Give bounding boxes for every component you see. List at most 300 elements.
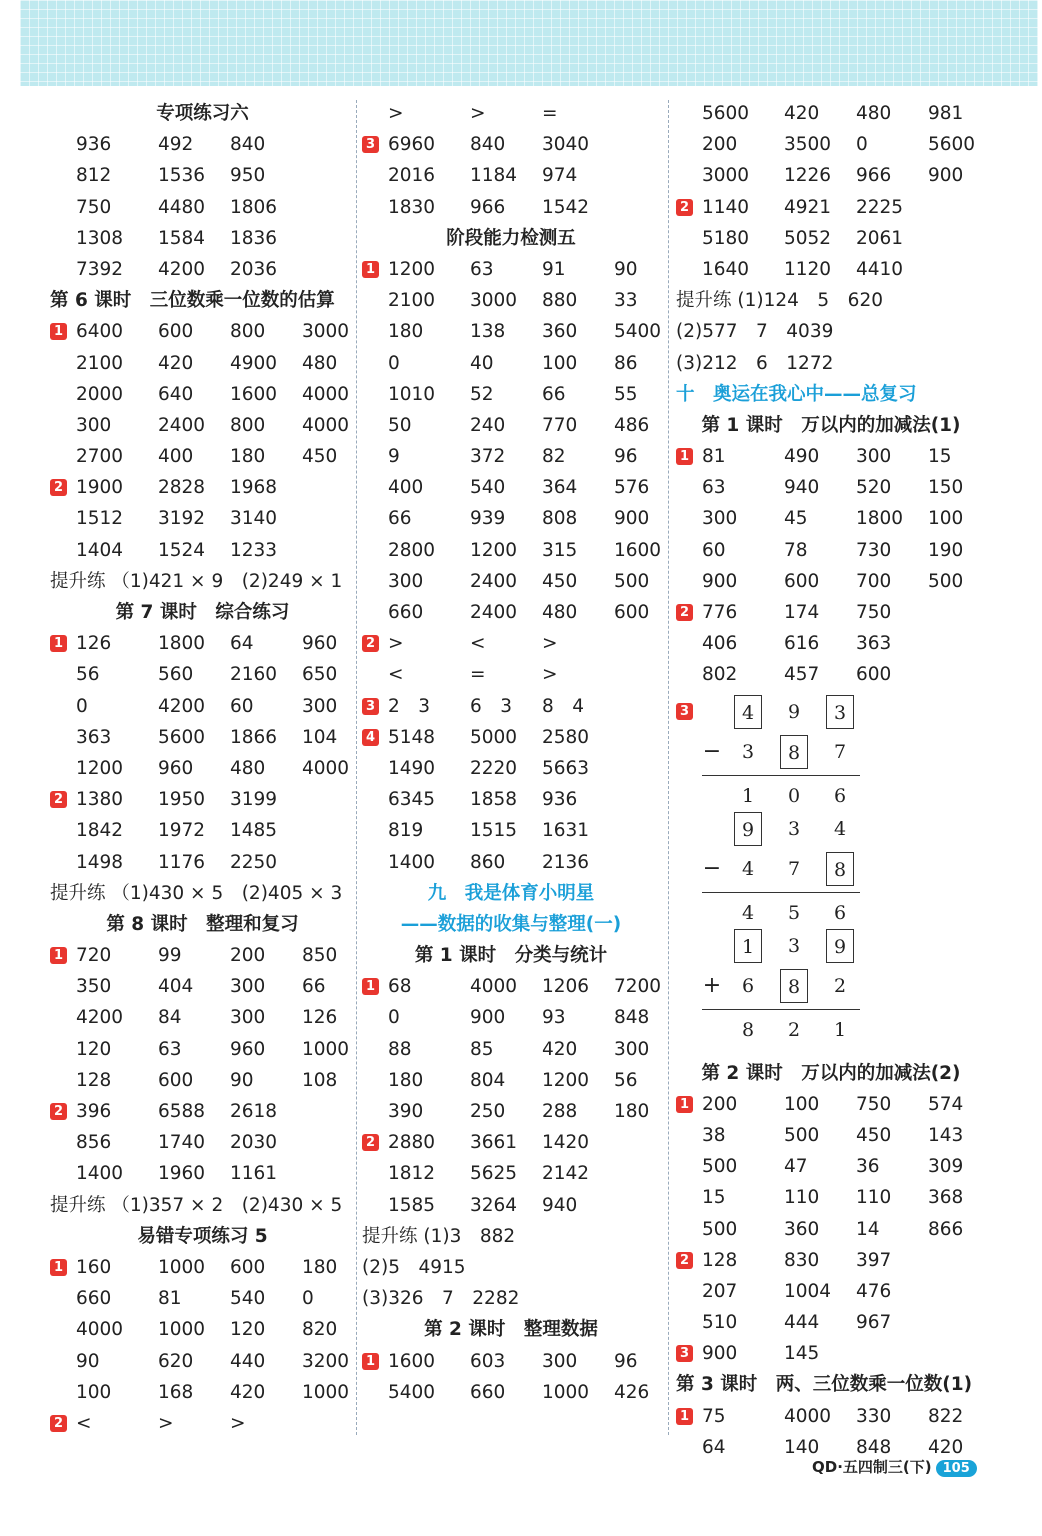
question-number-badge: 3 xyxy=(362,698,379,715)
answer-row xyxy=(362,316,660,347)
answer-value: 981 xyxy=(928,103,964,124)
answer-value: 60 xyxy=(230,695,254,717)
answer-row xyxy=(362,784,660,815)
answer-value: 400 xyxy=(158,446,194,468)
answer-row xyxy=(676,1307,986,1338)
answer-value: 60 xyxy=(702,539,726,561)
answer-value: 866 xyxy=(928,1218,964,1240)
answer-value: 1542 xyxy=(542,196,590,218)
answer-value: 4200 xyxy=(76,1007,124,1029)
answer-value: 2880 xyxy=(388,1132,436,1154)
answer-value: 420 xyxy=(542,1038,578,1060)
answer-value: 750 xyxy=(856,1093,892,1115)
answer-value: 480 xyxy=(230,757,266,779)
answer-value: 91 xyxy=(542,258,566,280)
answer-value: 63 xyxy=(702,477,726,499)
answer-row xyxy=(50,1158,355,1189)
answer-value: 404 xyxy=(158,976,194,998)
answer-value: 3200 xyxy=(302,1350,350,1372)
answer-value: 820 xyxy=(302,1319,338,1341)
answer-line: (2)5 4915 xyxy=(362,1256,466,1278)
answer-row xyxy=(362,410,660,441)
answer-row xyxy=(676,441,986,472)
answer-row xyxy=(362,1377,660,1408)
answer-value: 81 xyxy=(702,446,726,468)
answer-value: 939 xyxy=(470,508,506,530)
answer-value: 1161 xyxy=(230,1163,278,1185)
answer-row xyxy=(362,722,660,753)
answer-value: > xyxy=(388,103,404,124)
answer-row xyxy=(50,971,355,1002)
answer-value: 804 xyxy=(470,1069,506,1091)
answer-value: 140 xyxy=(784,1436,820,1458)
result-digit: 2 xyxy=(787,1018,801,1041)
answer-value: 1485 xyxy=(230,820,278,842)
answer-value: 450 xyxy=(302,446,338,468)
answer-value: 150 xyxy=(928,477,964,499)
answer-value: 4900 xyxy=(230,352,278,374)
answer-value: 86 xyxy=(614,352,638,374)
answer-value: 143 xyxy=(928,1124,964,1146)
result-digit: 6 xyxy=(833,784,847,807)
digit: 3 xyxy=(741,740,755,763)
answer-value: 108 xyxy=(302,1069,338,1091)
answer-value: 1812 xyxy=(388,1163,436,1185)
section-title: 第 2 课时 整理数据 xyxy=(424,1319,598,1341)
answer-value: 93 xyxy=(542,1007,566,1029)
answer-row xyxy=(50,503,355,534)
answer-value: 848 xyxy=(856,1436,892,1458)
answer-value: 90 xyxy=(614,258,638,280)
answer-row xyxy=(676,503,986,534)
answer-value: 100 xyxy=(542,352,578,374)
answer-row xyxy=(362,285,660,316)
answer-value: 2136 xyxy=(542,851,590,873)
answer-value: 110 xyxy=(856,1187,892,1209)
answer-value: 1200 xyxy=(76,757,124,779)
answer-value: 3500 xyxy=(784,134,832,156)
answer-value: 2618 xyxy=(230,1101,278,1123)
digit: 4 xyxy=(734,695,762,729)
answer-row xyxy=(362,847,660,878)
operator-sign: − xyxy=(702,738,722,764)
answer-value: 660 xyxy=(470,1381,506,1403)
answer-value: 2030 xyxy=(230,1132,278,1154)
answer-value: 1950 xyxy=(158,789,206,811)
answer-value: 1515 xyxy=(470,820,518,842)
answer-value: 940 xyxy=(542,1194,578,1216)
answer-row xyxy=(50,628,355,659)
answer-value: 174 xyxy=(784,602,820,624)
answer-value: 1842 xyxy=(76,820,124,842)
answer-value: 776 xyxy=(702,602,738,624)
answer-value: 420 xyxy=(784,103,820,124)
answer-row xyxy=(50,722,355,753)
answer-value: 840 xyxy=(230,134,266,156)
answer-value: 967 xyxy=(856,1312,892,1334)
answer-value: 1400 xyxy=(76,1163,124,1185)
answer-value: 120 xyxy=(230,1319,266,1341)
answer-row xyxy=(362,1034,660,1065)
answer-row xyxy=(50,753,355,784)
question-number-badge: 1 xyxy=(50,1259,67,1276)
digit: 6 xyxy=(741,974,755,997)
answer-value: 300 xyxy=(76,414,112,436)
answer-value: 14 xyxy=(856,1218,880,1240)
answer-value: 1184 xyxy=(470,165,518,187)
question-number-badge: 2 xyxy=(362,635,379,652)
answer-row xyxy=(362,1127,660,1158)
answer-value: 2225 xyxy=(856,196,904,218)
answer-row xyxy=(362,1065,660,1096)
answer-value: 33 xyxy=(614,290,638,312)
result-digit: 4 xyxy=(741,901,755,924)
answer-value: 4000 xyxy=(76,1319,124,1341)
answer-row xyxy=(676,160,986,191)
answer-row xyxy=(676,1338,986,1369)
answer-value: 0 xyxy=(388,352,400,374)
answer-value: 2100 xyxy=(76,352,124,374)
answer-value: 1200 xyxy=(388,258,436,280)
answer-value: 1585 xyxy=(388,1194,436,1216)
answer-value: 960 xyxy=(158,757,194,779)
answer-row xyxy=(362,129,660,160)
answer-value: 1640 xyxy=(702,258,750,280)
answer-value: 750 xyxy=(856,602,892,624)
answer-value: 372 xyxy=(470,446,506,468)
digit: 3 xyxy=(787,934,801,957)
answer-value: 406 xyxy=(702,633,738,655)
answer-value: 486 xyxy=(614,414,650,436)
answer-value: 3000 xyxy=(302,321,350,343)
answer-value: 450 xyxy=(542,570,578,592)
result-digit: 0 xyxy=(787,784,801,807)
digit: 8 xyxy=(780,969,808,1003)
answer-value: 540 xyxy=(230,1288,266,1310)
answer-value: 330 xyxy=(856,1405,892,1427)
column-divider xyxy=(356,100,357,1435)
answer-value: 2400 xyxy=(470,602,518,623)
answer-value: 492 xyxy=(158,134,194,156)
answer-value: 560 xyxy=(158,664,194,686)
answer-value: 600 xyxy=(230,1256,266,1278)
answer-value: 1206 xyxy=(542,976,590,998)
answer-value: 5600 xyxy=(158,726,206,748)
vertical-arithmetic xyxy=(676,691,986,1058)
answer-row xyxy=(50,1408,355,1439)
answer-row xyxy=(362,1190,660,1221)
answer-row xyxy=(362,98,660,129)
digit: 1 xyxy=(734,929,762,963)
answer-row xyxy=(50,1283,355,1314)
answer-value: 3192 xyxy=(158,508,206,530)
answer-value: 1972 xyxy=(158,820,206,842)
answer-row xyxy=(50,847,355,878)
question-number-badge: 3 xyxy=(676,703,693,720)
answer-line: (3)212 6 1272 xyxy=(676,352,834,374)
answer-value: 750 xyxy=(76,196,112,218)
answer-row xyxy=(50,472,355,503)
answer-line: (2)577 7 4039 xyxy=(676,321,834,343)
answer-row xyxy=(50,192,355,223)
operator-sign: + xyxy=(702,972,722,998)
answer-value: 100 xyxy=(76,1381,112,1403)
answer-value: > xyxy=(230,1412,246,1434)
answer-value: 600 xyxy=(158,1069,194,1091)
digit: 7 xyxy=(787,857,801,880)
answer-value: 808 xyxy=(542,508,578,530)
section-title: 第 1 课时 万以内的加减法(1) xyxy=(701,414,961,436)
answer-value: 822 xyxy=(928,1405,964,1427)
answer-value: 128 xyxy=(702,1249,738,1271)
answer-row xyxy=(362,753,660,784)
answer-value: 4200 xyxy=(158,258,206,280)
result-digit: 8 xyxy=(741,1018,755,1041)
answer-row xyxy=(50,160,355,191)
answer-value: 36 xyxy=(856,1156,880,1178)
column-divider xyxy=(668,100,669,1435)
answer-value: 900 xyxy=(702,570,738,592)
answer-row xyxy=(676,535,986,566)
question-number-badge: 2 xyxy=(676,604,693,621)
answer-value: 120 xyxy=(76,1038,112,1060)
answer-value: 720 xyxy=(76,945,112,967)
answer-value: 52 xyxy=(470,383,494,405)
answer-value: < xyxy=(76,1412,92,1434)
answer-row xyxy=(362,1002,660,1033)
answer-value: 600 xyxy=(856,664,892,686)
answer-value: 4921 xyxy=(784,196,832,218)
answer-row xyxy=(50,1314,355,1345)
answer-row xyxy=(50,379,355,410)
answer-value: 7200 xyxy=(614,976,662,998)
answer-value: 3199 xyxy=(230,789,278,811)
answer-value: < xyxy=(470,633,486,655)
answer-row xyxy=(50,784,355,815)
answer-value: 5052 xyxy=(784,227,832,249)
answer-value: 82 xyxy=(542,446,566,468)
digit: 9 xyxy=(787,700,801,723)
answer-value: 396 xyxy=(76,1101,112,1123)
answer-value: 936 xyxy=(76,134,112,156)
answer-value: 66 xyxy=(542,383,566,405)
answer-value: 490 xyxy=(784,446,820,468)
answer-value: 145 xyxy=(784,1343,820,1365)
answer-value: 9 xyxy=(388,446,400,468)
answer-value: 180 xyxy=(302,1256,338,1278)
answer-value: 300 xyxy=(302,695,338,717)
answer-value: 3000 xyxy=(702,165,750,187)
answer-value: 56 xyxy=(76,664,100,686)
answer-value: 100 xyxy=(928,508,964,530)
answer-value: 5600 xyxy=(928,134,976,156)
answer-value: = xyxy=(542,103,558,124)
answer-value: 600 xyxy=(614,602,650,623)
result-digit: 6 xyxy=(833,901,847,924)
answer-value: > xyxy=(470,103,486,124)
answer-value: 800 xyxy=(230,414,266,436)
answer-value: 1968 xyxy=(230,477,278,499)
answer-value: 840 xyxy=(470,134,506,156)
answer-value: 4000 xyxy=(302,383,350,405)
answer-row xyxy=(50,129,355,160)
answer-value: 390 xyxy=(388,1101,424,1122)
question-number-badge: 1 xyxy=(50,635,67,652)
answer-value: 2400 xyxy=(158,414,206,436)
answer-value: 300 xyxy=(388,570,424,592)
answer-value: 940 xyxy=(784,477,820,499)
answer-value: 960 xyxy=(230,1038,266,1060)
digit: 8 xyxy=(780,735,808,769)
answer-value: 50 xyxy=(388,414,412,436)
answer-value: 730 xyxy=(856,539,892,561)
section-title: 第 7 课时 综合练习 xyxy=(115,602,290,624)
answer-value: 1000 xyxy=(158,1319,206,1341)
answer-value: 480 xyxy=(302,352,338,374)
answer-row xyxy=(50,1065,355,1096)
answer-row xyxy=(676,192,986,223)
answer-row xyxy=(362,254,660,285)
answer-value: 160 xyxy=(76,1256,112,1278)
answer-row xyxy=(50,940,355,971)
answer-line: 提升练 （1)430 × 5 (2)405 × 3 xyxy=(50,882,343,904)
answer-value: 1000 xyxy=(302,1038,350,1060)
question-number-badge: 1 xyxy=(676,1096,693,1113)
answer-value: 1536 xyxy=(158,165,206,187)
answer-value: 55 xyxy=(614,383,638,405)
answer-value: 2400 xyxy=(470,570,518,592)
section-title: 第 6 课时 三位数乘一位数的估算 xyxy=(50,290,335,312)
answer-value: 40 xyxy=(470,352,494,374)
answer-value: 900 xyxy=(702,1343,738,1365)
answer-value: 4000 xyxy=(470,976,518,998)
answer-row xyxy=(50,1346,355,1377)
answer-value: 1858 xyxy=(470,789,518,811)
answer-value: 128 xyxy=(76,1069,112,1091)
answer-row xyxy=(362,628,660,659)
answer-value: 936 xyxy=(542,789,578,811)
answer-row xyxy=(362,659,660,690)
answer-value: 1584 xyxy=(158,227,206,249)
section-title: 十 奥运在我心中——总复习 xyxy=(676,383,917,405)
answer-value: 7392 xyxy=(76,258,124,280)
answer-value: 3661 xyxy=(470,1132,518,1154)
answer-value: 1498 xyxy=(76,851,124,873)
answer-value: 68 xyxy=(388,976,412,998)
answer-value: 63 xyxy=(470,258,494,280)
page-number: 105 xyxy=(936,1460,977,1477)
answer-row xyxy=(362,535,660,566)
answer-value: 1000 xyxy=(158,1256,206,1278)
question-number-badge: 1 xyxy=(50,947,67,964)
question-number-badge: 1 xyxy=(362,1353,379,1370)
answer-line: 提升练 （1)357 × 2 (2)430 × 5 xyxy=(50,1194,343,1216)
answer-value: 1120 xyxy=(784,258,832,280)
question-number-badge: 2 xyxy=(50,1415,67,1432)
answer-value: 1420 xyxy=(542,1132,590,1154)
answer-row xyxy=(676,659,986,690)
answer-value: 1000 xyxy=(542,1381,590,1403)
answer-row xyxy=(362,691,660,722)
answer-row xyxy=(50,535,355,566)
answer-value: 420 xyxy=(928,1436,964,1458)
answer-row xyxy=(50,1377,355,1408)
answer-value: 480 xyxy=(542,602,578,623)
answer-value: 444 xyxy=(784,1312,820,1334)
answer-value: 2 3 xyxy=(388,695,431,717)
answer-value: 200 xyxy=(230,945,266,967)
answer-row xyxy=(362,379,660,410)
answer-value: 360 xyxy=(542,321,578,343)
answer-value: 950 xyxy=(230,165,266,187)
answer-value: 0 xyxy=(76,695,88,717)
answer-value: 300 xyxy=(614,1038,650,1060)
answer-column-2 xyxy=(362,98,660,1408)
answer-value: 200 xyxy=(702,1093,738,1115)
answer-value: 966 xyxy=(856,165,892,187)
answer-value: 1960 xyxy=(158,1163,206,1185)
answer-row xyxy=(362,1346,660,1377)
answer-row xyxy=(676,1089,986,1120)
digit: 4 xyxy=(741,857,755,880)
answer-value: 420 xyxy=(230,1381,266,1403)
answer-value: 90 xyxy=(76,1350,100,1372)
sum-line xyxy=(702,1009,860,1010)
answer-value: 1004 xyxy=(784,1280,832,1302)
answer-value: 190 xyxy=(928,539,964,561)
answer-value: 500 xyxy=(702,1218,738,1240)
answer-value: 363 xyxy=(856,633,892,655)
answer-value: 5663 xyxy=(542,757,590,779)
answer-value: 640 xyxy=(158,383,194,405)
answer-value: 15 xyxy=(702,1187,726,1209)
digit: 9 xyxy=(826,929,854,963)
answer-value: 240 xyxy=(470,414,506,436)
answer-column-1 xyxy=(50,98,355,1439)
answer-value: 90 xyxy=(230,1069,254,1091)
answer-value: 2061 xyxy=(856,227,904,249)
answer-value: 966 xyxy=(470,196,506,218)
answer-value: 81 xyxy=(158,1288,182,1310)
answer-value: 1524 xyxy=(158,539,206,561)
answer-row xyxy=(676,1276,986,1307)
answer-value: 64 xyxy=(230,633,254,655)
answer-value: 480 xyxy=(856,103,892,124)
answer-value: 6400 xyxy=(76,321,124,343)
answer-value: 770 xyxy=(542,414,578,436)
answer-value: 207 xyxy=(702,1280,738,1302)
answer-row xyxy=(362,597,660,628)
answer-row xyxy=(50,1127,355,1158)
answer-value: 1000 xyxy=(302,1381,350,1403)
answer-value: 2100 xyxy=(388,290,436,312)
answer-value: 2016 xyxy=(388,165,436,187)
answer-value: 830 xyxy=(784,1249,820,1271)
section-title: 第 2 课时 万以内的加减法(2) xyxy=(701,1062,961,1084)
answer-row xyxy=(676,223,986,254)
answer-value: > xyxy=(388,633,404,655)
digit: 4 xyxy=(833,817,847,840)
section-title: 第 8 课时 整理和复习 xyxy=(106,913,299,935)
answer-value: 812 xyxy=(76,165,112,187)
section-title: 第 3 课时 两、三位数乘一位数(1) xyxy=(676,1374,973,1396)
answer-value: 5600 xyxy=(702,103,750,124)
answer-value: 1490 xyxy=(388,757,436,779)
section-title: 易错专项练习 5 xyxy=(137,1225,268,1247)
answer-value: 1200 xyxy=(470,539,518,561)
answer-row xyxy=(676,628,986,659)
answer-value: 126 xyxy=(302,1007,338,1029)
